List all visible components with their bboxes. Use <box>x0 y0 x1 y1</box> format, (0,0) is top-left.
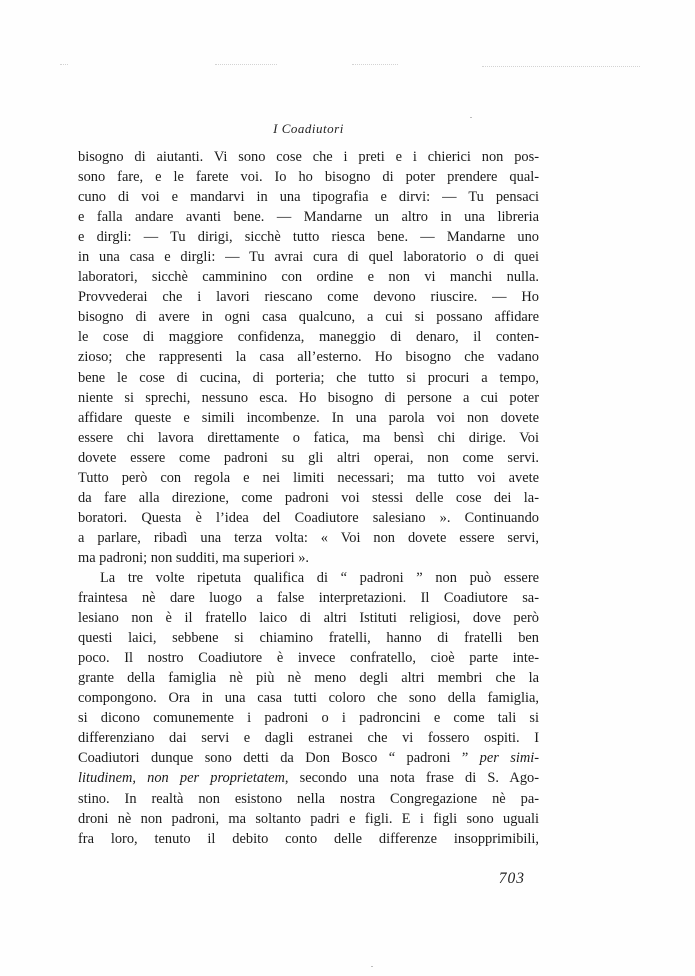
text-line <box>78 568 539 588</box>
text-segment: Provvederai che i lavori riescano come devono riuscire. — Ho <box>78 289 539 306</box>
text-line <box>78 207 539 227</box>
text-segment: fra loro, tenuto il debito conto delle differenze insopprimibili, <box>78 830 539 847</box>
body-text <box>78 147 539 849</box>
text-line <box>78 247 539 267</box>
text-segment: stino. In realtà non esistono nella nostra Congregazione nè pa- <box>78 790 539 807</box>
text-line <box>78 388 539 408</box>
text-segment: laboratori, sicchè camminino con ordine e non vi manchi nulla. <box>78 269 539 286</box>
text-segment: compongono. Ora in una casa tutti coloro che sono della famiglia, <box>78 690 539 707</box>
text-segment: affidare queste e simili incombenze. In una parola voi non dovete <box>78 409 539 426</box>
text-line <box>78 809 539 829</box>
scan-artifact <box>470 117 472 118</box>
text-line <box>78 428 539 448</box>
italic-text-segment: per simi- <box>479 750 540 767</box>
text-segment: e falla andare avanti bene. — Mandarne un altro in una libreria <box>78 209 539 226</box>
italic-text-segment: litudinem, non per proprietatem <box>78 770 285 787</box>
text-segment: a parlare, ribadì una terza volta: « Voi non dovete essere servi, <box>78 529 539 546</box>
text-line <box>78 588 539 608</box>
text-segment: dovete essere come padroni su gli altri operai, non come servi. <box>78 449 539 466</box>
text-line <box>78 768 539 788</box>
text-segment: , secondo una nota frase di S. Ago- <box>284 770 539 787</box>
text-line <box>78 187 539 207</box>
text-line <box>78 708 539 728</box>
text-segment: in una casa e dirgli: — Tu avrai cura di quel laboratorio o di quei <box>78 249 539 266</box>
text-segment: da fare alla direzione, come padroni voi stessi delle cose dei la- <box>78 489 539 506</box>
text-line <box>78 728 539 748</box>
text-line <box>78 287 539 307</box>
text-segment: ma padroni; non sudditi, ma superiori ». <box>78 549 310 566</box>
text-line <box>78 227 539 247</box>
scan-artifact <box>482 66 640 67</box>
text-segment: Tutto però con regola e nei limiti necessari; ma tutto voi avete <box>78 469 539 486</box>
text-line <box>78 267 539 287</box>
text-line <box>78 488 539 508</box>
text-line <box>78 548 539 568</box>
text-segment: cuno di voi e mandarvi in una tipografia e dirvi: — Tu pensaci <box>78 189 539 206</box>
text-segment: bisogno di aiutanti. Vi sono cose che i preti e i chierici non pos- <box>78 149 539 165</box>
text-segment: e dirgli: — Tu dirigi, sicchè tutto riesca bene. — Mandarne uno <box>78 229 539 246</box>
text-line <box>78 307 539 327</box>
text-segment: si dicono comunemente i padroni o i padroncini e come tali si <box>78 710 539 727</box>
text-line <box>78 648 539 668</box>
text-line <box>78 829 539 849</box>
text-segment: lesiano non è il fratello laico di altri Istituti religiosi, dove però <box>78 610 539 627</box>
text-line <box>78 688 539 708</box>
text-line <box>78 789 539 809</box>
text-line <box>78 448 539 468</box>
text-segment: le cose di maggiore confidenza, maneggio di denaro, il conten- <box>78 329 539 346</box>
text-segment: zioso; che rappresenti la casa all’esterno. Ho bisogno che vadano <box>78 349 539 366</box>
text-line <box>78 528 539 548</box>
text-line <box>78 468 539 488</box>
text-line <box>78 408 539 428</box>
running-header: I Coadiutori <box>273 121 344 136</box>
text-line <box>78 347 539 367</box>
text-segment: bene le cose di cucina, di porteria; che tutto si procuri a tempo, <box>78 369 539 386</box>
scan-artifact <box>352 64 398 65</box>
scan-artifact <box>60 64 68 65</box>
scan-artifact <box>215 64 277 65</box>
text-line <box>78 147 539 167</box>
text-segment: fraintesa nè dare luogo a false interpretazioni. Il Coadiutore sa- <box>78 590 539 607</box>
text-segment: differenziano dai servi e dagli estranei che vi fossero ospiti. I <box>78 730 539 747</box>
text-segment: essere chi lavora direttamente o fatica, ma bensì chi dirige. Voi <box>78 429 539 446</box>
scan-artifact <box>371 966 373 967</box>
text-segment: poco. Il nostro Coadiutore è invece confratello, cioè parte inte- <box>78 650 539 667</box>
text-segment: Coadiutori dunque sono detti da Don Bosco “ padroni ” <box>78 750 480 767</box>
text-line <box>78 167 539 187</box>
text-segment: sono fare, e le farete voi. Io ho bisogno di poter prendere qual- <box>78 169 539 186</box>
text-segment: droni nè non padroni, ma soltanto padri e figli. E i figli sono uguali <box>78 810 539 827</box>
text-line <box>78 748 539 768</box>
text-segment: boratori. Questa è l’idea del Coadiutore salesiano ». Continuando <box>78 509 539 526</box>
text-segment: questi laici, sebbene si chiamino fratelli, hanno di fratelli ben <box>78 630 539 647</box>
text-segment: bisogno di avere in ogni casa qualcuno, a cui si possano affidare <box>78 309 539 326</box>
text-segment: La tre volte ripetuta qualifica di “ padroni ” non può essere <box>100 569 539 586</box>
text-line <box>78 508 539 528</box>
text-line <box>78 608 539 628</box>
text-line <box>78 628 539 648</box>
text-line <box>78 668 539 688</box>
text-line <box>78 368 539 388</box>
text-line <box>78 327 539 347</box>
text-segment: grante della famiglia nè più nè meno degli altri membri che la <box>78 670 539 687</box>
text-segment: niente si sprechi, nessuno esca. Ho bisogno di persone a cui poter <box>78 389 539 406</box>
page-number: 703 <box>498 870 525 887</box>
